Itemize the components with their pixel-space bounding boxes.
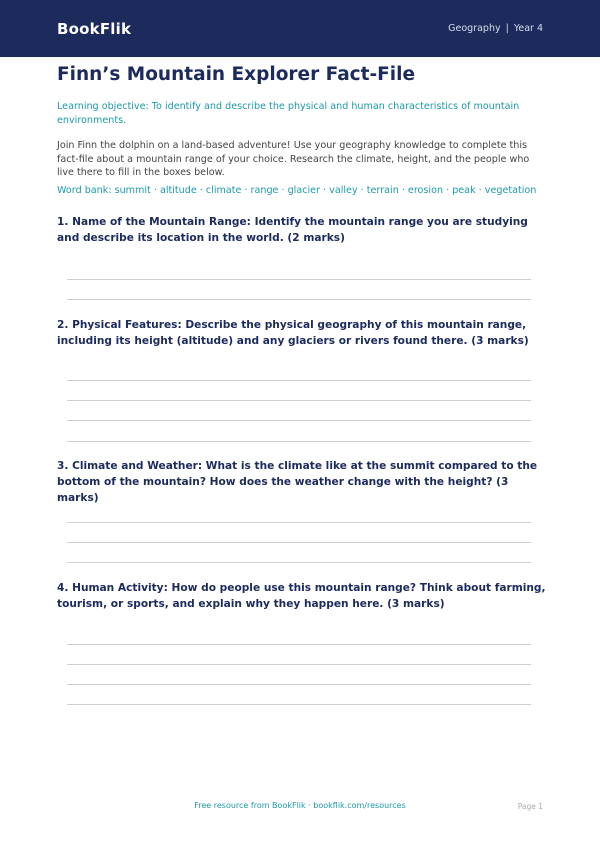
answer-line[interactable] <box>67 704 531 705</box>
page-header <box>0 0 600 57</box>
question-3: 3. Climate and Weather: What is the climate like at the summit compared to the bottom of the mountain? How does the weather change with the height? (3 marks) <box>57 460 538 504</box>
brand-logo: BookFlik <box>57 19 132 38</box>
word-bank: Word bank: summit · altitude · climate · range · glacier · valley · terrain · erosion · peak · vegetation <box>57 185 537 196</box>
intro-paragraph: Join Finn the dolphin on a land-based adventure! Use your geography knowledge to complete this fact-file about a mountain range of your choice. Research the climate, height, and the people who live there to fill in the boxes below. <box>57 140 530 178</box>
answer-line[interactable] <box>67 522 531 523</box>
header-meta <box>448 23 543 34</box>
answer-line[interactable] <box>67 684 531 685</box>
answer-line[interactable] <box>67 279 531 280</box>
header-separator: | <box>505 23 509 34</box>
answer-line[interactable] <box>67 542 531 543</box>
answer-line[interactable] <box>67 441 531 442</box>
question-2: 2. Physical Features: Describe the physical geography of this mountain range, including its height (altitude) and any glaciers or rivers found there. (3 marks) <box>57 319 529 347</box>
answer-line[interactable] <box>67 420 531 421</box>
answer-line[interactable] <box>67 644 531 645</box>
page-number: Page 1 <box>517 802 543 811</box>
answer-line[interactable] <box>67 299 531 300</box>
question-4: 4. Human Activity: How do people use this mountain range? Think about farming, tourism, or sports, and explain why they happen here. (3 marks) <box>57 582 546 610</box>
page-title: Finn’s Mountain Explorer Fact-File <box>57 64 416 85</box>
answer-line[interactable] <box>67 380 531 381</box>
footer-credit: Free resource from BookFlik · bookflik.com/resources <box>194 801 406 810</box>
learning-objective: Learning objective: To identify and describe the physical and human characteristics of mountain environments. <box>57 101 520 126</box>
answer-line[interactable] <box>67 562 531 563</box>
question-1: 1. Name of the Mountain Range: Identify the mountain range you are studying and describe its location in the world. (2 marks) <box>57 216 528 244</box>
year-label: Year 4 <box>513 23 543 34</box>
answer-line[interactable] <box>67 400 531 401</box>
subject-label: Geography <box>448 23 501 34</box>
answer-line[interactable] <box>67 664 531 665</box>
